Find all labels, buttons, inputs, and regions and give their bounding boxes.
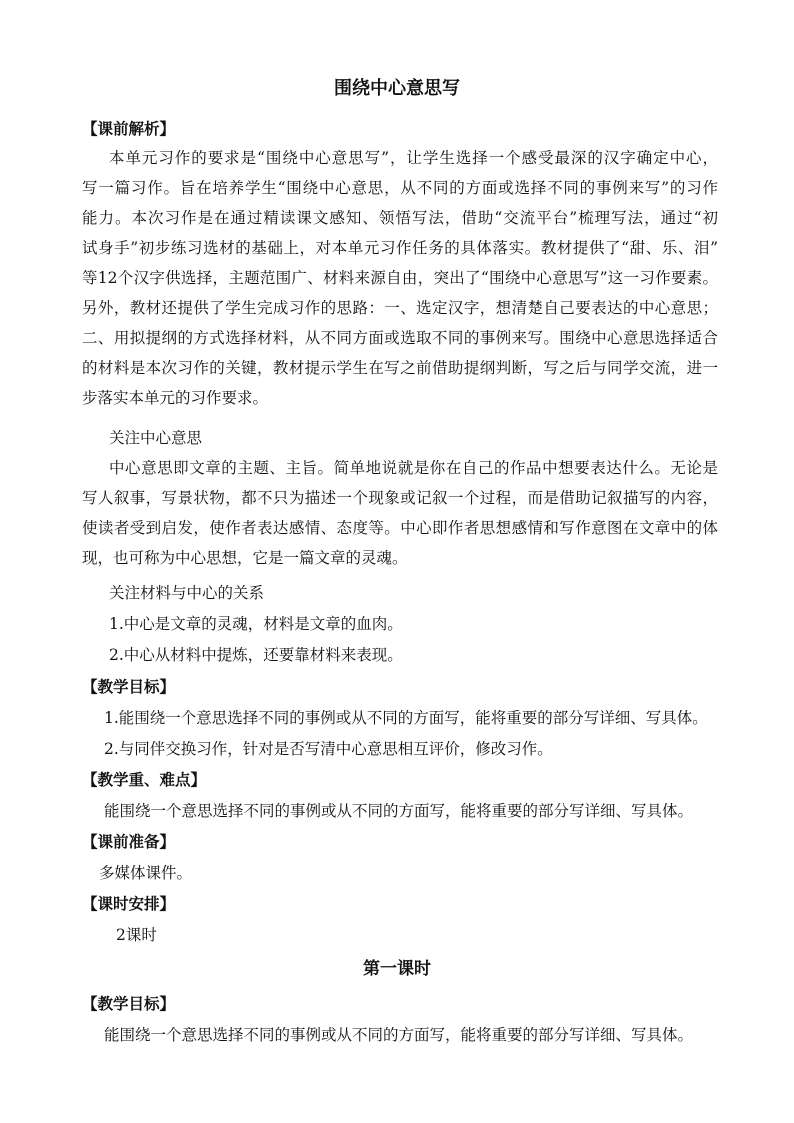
- analysis-paragraph-line: 等12个汉字供选择，主题范围广、材料来源自由，突出了“围绕中心意思写”这一习作要素。: [82, 269, 718, 287]
- analysis-paragraph-line: 本单元习作的要求是“围绕中心意思写”，让学生选择一个感受最深的汉字确定中心，: [109, 149, 718, 167]
- focus-material-point: 2.中心从材料中提炼，还要靠材料来表现。: [109, 646, 403, 664]
- goal-point: 1.能围绕一个意思选择不同的事例或从不同的方面写，能将重要的部分写详细、写具体。: [104, 709, 708, 727]
- lesson-one-title: 第一课时: [363, 959, 431, 979]
- focus-center-line: 使读者受到启发，使作者表达感情、态度等。中心即作者思想感情和写作意图在文章中的体: [82, 519, 718, 537]
- analysis-paragraph-line: 二、用拟提纲的方式选择材料，从不同方面或选取不同的事例来写。围绕中心意思选择适合: [82, 329, 718, 347]
- analysis-paragraph-line: 写一篇习作。旨在培养学生“围绕中心意思，从不同的方面或选择不同的事例来写”的习作: [82, 179, 718, 197]
- analysis-paragraph-line: 步落实本单元的习作要求。: [82, 389, 269, 407]
- key-points-text: 能围绕一个意思选择不同的事例或从不同的方面写，能将重要的部分写详细、写具体。: [104, 802, 694, 820]
- focus-material-point: 1.中心是文章的灵魂，材料是文章的血肉。: [109, 615, 403, 633]
- analysis-paragraph-line: 能力。本次习作是在通过精读课文感知、领悟写法，借助“交流平台”梳理写法，通过“初: [82, 209, 718, 227]
- section-heading-preparation: 【课前准备】: [82, 832, 176, 851]
- lesson-one-goals-text: 能围绕一个意思选择不同的事例或从不同的方面写，能将重要的部分写详细、写具体。: [104, 1026, 694, 1044]
- section-heading-key-points: 【教学重、难点】: [82, 770, 207, 789]
- analysis-paragraph-line: 试身手”初步练习选材的基础上，对本单元习作任务的具体落实。教材提供了“甜、乐、泪”: [82, 239, 718, 257]
- focus-center-line: 现，也可称为中心思想，它是一篇文章的灵魂。: [82, 549, 408, 567]
- focus-center-line: 中心意思即文章的主题、主旨。简单地说就是你在自己的作品中想要表达什么。无论是: [109, 459, 718, 477]
- lesson-one-goals-heading: 【教学目标】: [82, 994, 176, 1013]
- focus-material-label: 关注材料与中心的关系: [109, 584, 265, 602]
- goal-point: 2.与同伴交换习作，针对是否写清中心意思相互评价，修改习作。: [104, 740, 553, 758]
- analysis-paragraph-line: 另外，教材还提供了学生完成习作的思路：一、选定汉字，想清楚自己要表达的中心意思；: [82, 299, 718, 317]
- focus-center-label: 关注中心意思: [109, 429, 203, 447]
- section-heading-schedule: 【课时安排】: [82, 894, 176, 913]
- focus-center-line: 写人叙事，写景状物，都不只为描述一个现象或记叙一个过程，而是借助记叙描写的内容，: [82, 489, 718, 507]
- section-heading-goals: 【教学目标】: [82, 677, 176, 696]
- section-heading-analysis: 【课前解析】: [82, 119, 176, 138]
- analysis-paragraph-line: 的材料是本次习作的关键，教材提示学生在写之前借助提纲判断，写之后与同学交流，进一: [82, 359, 718, 377]
- schedule-text: 2课时: [116, 926, 157, 944]
- document-title: 围绕中心意思写: [334, 78, 460, 99]
- preparation-text: 多媒体课件。: [99, 864, 193, 882]
